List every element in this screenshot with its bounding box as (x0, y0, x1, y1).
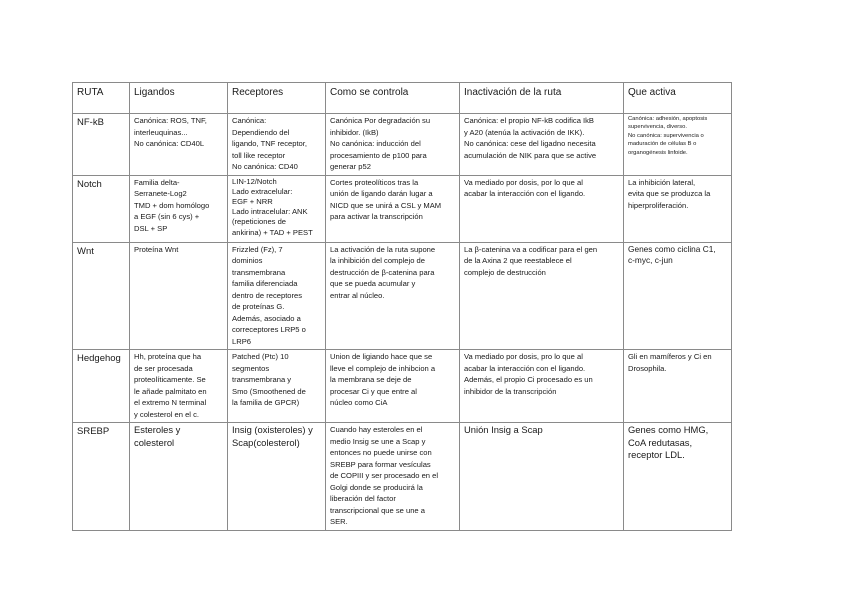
header-activa: Que activa (624, 83, 732, 114)
cell-line: de ser procesada (134, 363, 193, 373)
cell-line: TMD + dom homólogo (134, 200, 210, 210)
cell-line: de proteínas G. (232, 302, 285, 311)
cell-line: SER. (330, 517, 348, 526)
cell-line: Hh, proteína que ha (134, 352, 202, 361)
cell-line: c-myc, c-jun (628, 255, 673, 265)
cell-ligandos (130, 242, 228, 350)
cell-receptores (228, 114, 326, 176)
header-inactivacion: Inactivación de la ruta (460, 83, 624, 114)
cell-line: Canónica: (232, 116, 267, 125)
cell-inactivacion (460, 242, 624, 350)
header-ruta: RUTA (73, 83, 130, 114)
cell-line: correceptores LRP5 o (232, 325, 306, 334)
cell-inactivacion (460, 114, 624, 176)
cell-line: inhibidor. (IkB) (330, 127, 379, 137)
cell-line: la familia de GPCR) (232, 398, 300, 407)
cell-line: Canónica: ROS, TNF, (134, 116, 207, 125)
cell-line: Canónica: adhesión, apoptosis (628, 116, 708, 122)
cell-line: maduración de células B o (628, 141, 697, 148)
cell-line: Patched (Ptc) 10 (232, 352, 289, 361)
cell-line: La inhibición lateral, (628, 177, 696, 187)
cell-line: ankirina) + TAD + PEST (232, 227, 313, 237)
table-row-notch (73, 175, 732, 242)
cell-activa (624, 423, 732, 531)
cell-line: le añade palmitato en (134, 386, 207, 396)
cell-line: supervivencia, diverso. (628, 124, 687, 131)
row-label: Wnt (73, 242, 130, 350)
cell-line: procesamiento de p100 para (330, 150, 427, 160)
cell-line: unión de ligando darán lugar a (330, 189, 433, 198)
cell-line: Smo (Smoothened de (232, 386, 306, 396)
cell-line: hiperproliferación. (628, 200, 689, 210)
cell-line: de COPIII y ser procesado en el (330, 471, 439, 480)
cell-activa (624, 175, 732, 242)
cell-line: Va mediado por dosis, pro lo que al (464, 352, 583, 361)
cell-line: generar p52 (330, 162, 371, 171)
cell-line: para activar la transcripción (330, 212, 423, 221)
cell-line: ligando, TNF receptor, (232, 139, 307, 148)
cell-line: familia diferenciada (232, 279, 298, 288)
cell-line: SREBP para formar vesículas (330, 459, 431, 469)
cell-line: Genes como ciclina C1, (628, 243, 716, 254)
cell-line: Genes como HMG, (628, 424, 709, 435)
cell-line: segmentos (232, 363, 270, 373)
cell-line: la membrana se deje de (330, 375, 412, 384)
cell-ligandos (130, 175, 228, 242)
cell-line: lleve el complejo de inhibcion a (330, 363, 436, 373)
cell-line: No canónica: supervivencia o (628, 132, 704, 139)
cell-line: Dependiendo del (232, 127, 290, 137)
cell-control (326, 350, 460, 423)
cell-line: La activación de la ruta supone (330, 244, 436, 254)
cell-line: transmembrana (232, 267, 286, 277)
cell-ligandos (130, 350, 228, 423)
cell-line: No canónica: cese del ligadno necesita (464, 139, 596, 148)
cell-line: entrar al núcleo. (330, 290, 385, 300)
cell-line: Esteroles y (134, 424, 181, 435)
cell-receptores (228, 242, 326, 350)
cell-line: dentro de receptores (232, 290, 303, 300)
cell-line: y A20 (atenúa la activación de IKK). (464, 127, 585, 137)
cell-line: acabar la interacción con el ligando. (464, 189, 586, 198)
cell-line: Golgi donde se producirá la (330, 482, 423, 492)
cell-line: Además, el propio Ci procesado es un (464, 375, 593, 384)
cell-inactivacion (460, 175, 624, 242)
cell-inactivacion (460, 350, 624, 423)
cell-line: NICD que se unirá a CSL y MAM (330, 200, 442, 210)
cell-line: Insig (oxisteroles) y (232, 424, 313, 435)
cell-line: Canónica: el propio NF-kB codifica IkB (464, 116, 594, 125)
cell-line: entonces no puede unirse con (330, 448, 432, 457)
cell-line: La β-catenina va a codificar para el gen (464, 244, 598, 254)
cell-line: Proteína Wnt (134, 244, 179, 254)
row-label: NF-kB (73, 114, 130, 176)
cell-ligandos (130, 423, 228, 531)
cell-line: transcripcional que se une a (330, 505, 425, 515)
cell-line: acabar la interacción con el ligando. (464, 363, 586, 373)
cell-line: Union de ligiando hace que se (330, 352, 433, 361)
header-control: Como se controla (326, 83, 460, 114)
cell-line: que se pueda acumular y (330, 279, 416, 288)
cell-control (326, 175, 460, 242)
cell-line: evita que se produzca la (628, 189, 711, 198)
cell-line: complejo de destrucción (464, 267, 546, 277)
cell-line: procesar Ci y que entre al (330, 386, 417, 396)
row-label: Hedgehog (73, 350, 130, 423)
cell-line: No canónica: CD40L (134, 139, 205, 148)
cell-receptores (228, 175, 326, 242)
cell-activa (624, 114, 732, 176)
cell-line: No canónica: CD40 (232, 162, 298, 171)
cell-line: Frizzled (Fz), 7 (232, 244, 283, 254)
cell-line: DSL + SP (134, 223, 168, 233)
table-row-hedgehog (73, 350, 732, 423)
cell-inactivacion (460, 423, 624, 531)
cell-line: Cortes proteolíticos tras la (330, 177, 419, 187)
cell-line: Drosophila. (628, 363, 667, 373)
cell-line: de la Axina 2 que reestablece el (464, 256, 572, 265)
row-label: Notch (73, 175, 130, 242)
cell-line: organogénesis linfoide. (628, 149, 688, 156)
header-ligandos: Ligandos (130, 83, 228, 114)
cell-line: liberación del factor (330, 494, 396, 503)
cell-line: dominios (232, 256, 263, 265)
cell-line: el extremo N terminal (134, 398, 207, 407)
cell-line: Además, asociado a (232, 313, 301, 323)
header-row (73, 83, 732, 114)
cell-line: No canónica: inducción del (330, 139, 421, 148)
header-receptores: Receptores (228, 83, 326, 114)
cell-line: destrucción de β-catenina para (330, 267, 435, 277)
cell-line: inhibidor de la transcripción (464, 386, 557, 396)
cell-line: Scap(colesterol) (232, 436, 300, 448)
table-row-srebp (73, 423, 732, 531)
cell-ligandos (130, 114, 228, 176)
cell-line: Familia delta- (134, 177, 180, 187)
cell-line: EGF + NRR (232, 196, 273, 206)
cell-activa (624, 242, 732, 350)
cell-receptores (228, 350, 326, 423)
pathways-table (72, 82, 732, 531)
cell-line: colesterol (134, 436, 175, 448)
cell-line: Canónica Por degradación su (330, 116, 431, 125)
table-row-wnt (73, 242, 732, 350)
cell-line: Gli en mamíferos y Ci en (628, 352, 712, 361)
cell-line: Unión Insig a Scap (464, 424, 543, 435)
table-row-nfkb (73, 114, 732, 176)
cell-line: la inhibición del complejo de (330, 256, 425, 265)
cell-control (326, 242, 460, 350)
cell-line: transmembrana y (232, 375, 292, 384)
cell-line: medio Insig se une a Scap y (330, 436, 426, 446)
cell-line: LIN-12/Notch (232, 176, 277, 186)
cell-line: acumulación de NIK para que se active (464, 150, 597, 160)
cell-line: Lado intracelular: ANK (232, 207, 308, 217)
cell-line: a EGF (sin 6 cys) + (134, 212, 200, 221)
cell-line: (repeticiones de (232, 217, 287, 227)
cell-line: Lado extracelular: (232, 186, 293, 196)
cell-line: toll like receptor (232, 150, 286, 160)
cell-line: núcleo como CiA (330, 398, 388, 407)
cell-line: proteolíticamente. Se (134, 375, 206, 384)
cell-control (326, 114, 460, 176)
row-label: SREBP (73, 423, 130, 531)
cell-activa (624, 350, 732, 423)
cell-line: Serranete-Log2 (134, 189, 187, 198)
cell-line: LRP6 (232, 336, 251, 346)
cell-receptores (228, 423, 326, 531)
cell-line: interleuquinas... (134, 127, 188, 137)
cell-line: receptor LDL. (628, 449, 685, 461)
cell-line: Cuando hay esteroles en el (330, 425, 423, 434)
cell-line: Va mediado por dosis, por lo que al (464, 177, 583, 187)
cell-line: y colesterol en el c. (134, 409, 199, 419)
cell-control (326, 423, 460, 531)
cell-line: CoA redutasas, (628, 436, 693, 448)
